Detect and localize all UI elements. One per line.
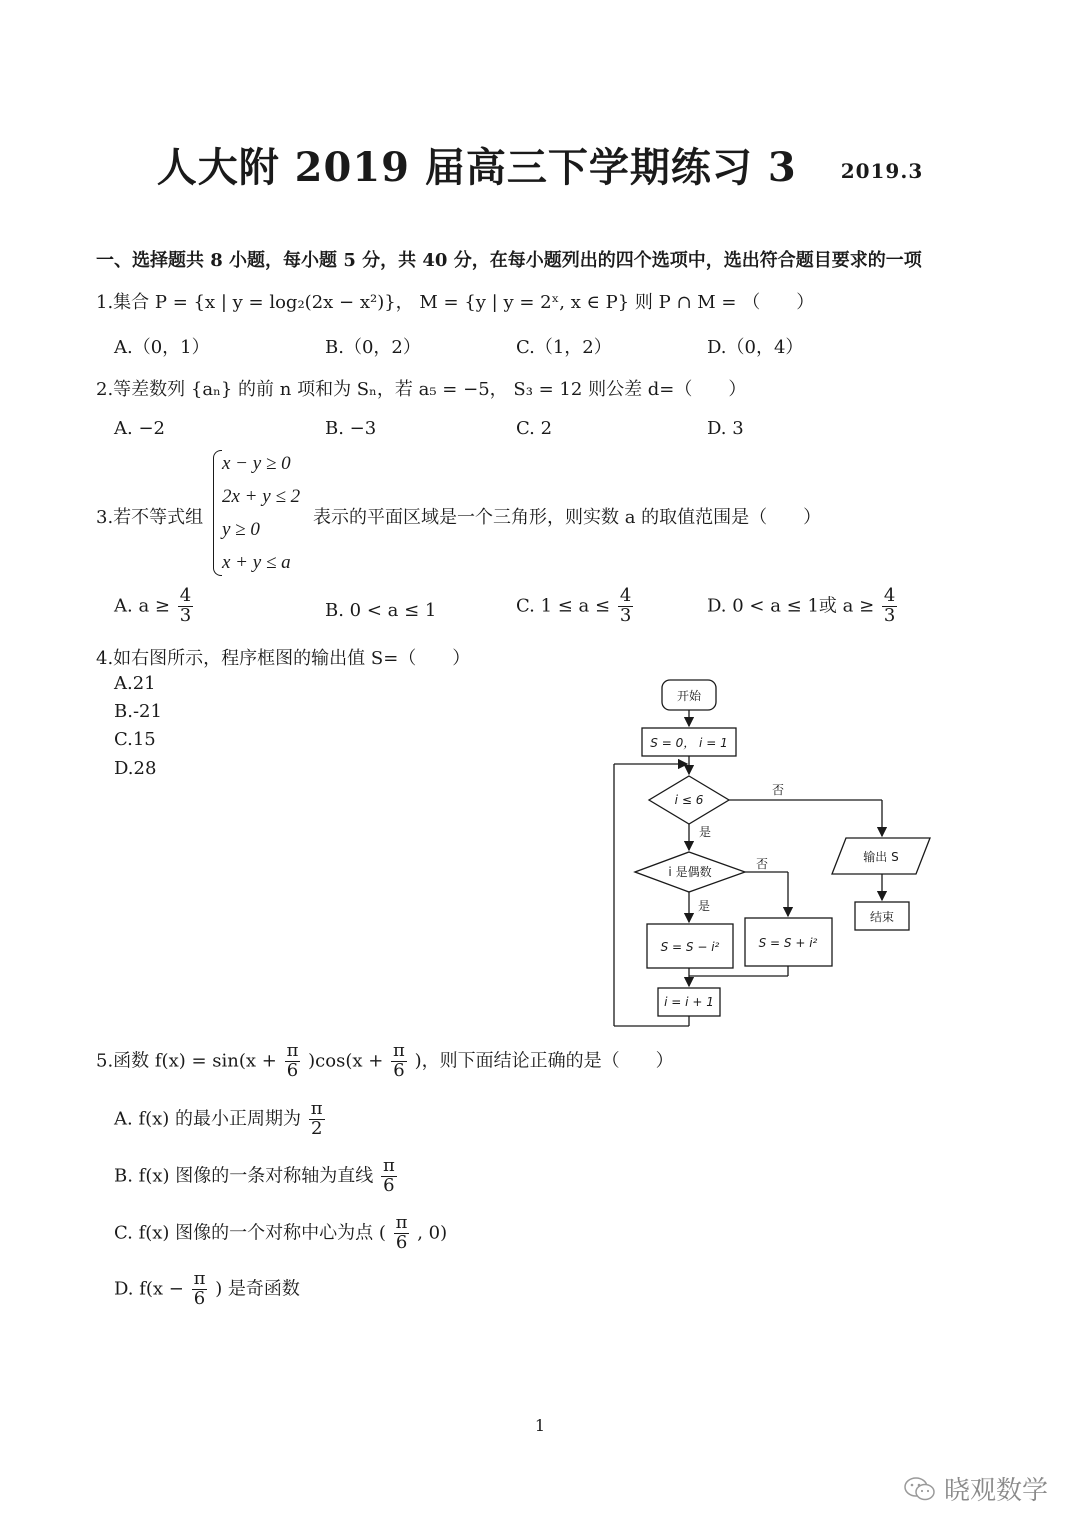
title-date: 2019.3 [840,159,924,183]
question-3-option-d: D. 0 < a ≤ 1或 a ≥ $\frac{4}{3}$ [707,585,896,626]
page-title [0,136,1080,193]
title-text: 人大附 2019 届高三下学期练习 3 [156,144,797,191]
flowchart-cond2-label: i 是偶数 [668,865,712,879]
flowchart-yes1-label: 是 [699,825,712,839]
watermark-text: 晓观数学 [943,1476,1048,1506]
question-4-stem: 4.如右图所示，程序框图的输出值 S=（ ） [96,648,471,669]
question-2-option-d: D. 3 [707,418,744,439]
question-4-option-b: B.-21 [114,701,162,722]
wechat-icon [904,1476,936,1502]
question-1-option-b: B.（0，2） [325,337,421,358]
question-5-option-a: A. f(x) 的最小正周期为 $\frac{\pi}{2}$ [114,1098,323,1139]
inequality-4: x + y ≤ a [222,552,291,573]
question-5-option-b: B. f(x) 图像的一条对称轴为直线 $\frac{\pi}{6}$ [114,1155,395,1196]
question-1-option-c: C.（1，2） [516,337,612,358]
page-number: 1 [534,1416,546,1435]
flowchart-cond1-label: i ≤ 6 [674,793,704,807]
watermark [904,1470,1048,1507]
question-5-option-c: C. f(x) 图像的一个对称中心为点 ( $\frac{\pi}{6}$ , 0) [114,1212,448,1253]
question-2-option-c: C. 2 [516,418,553,439]
question-1-option-a: A.（0，1） [114,337,210,358]
flowchart-start-label: 开始 [676,689,702,703]
flowchart-end-label: 结束 [869,910,895,924]
system-brace [213,450,222,576]
question-4-option-a: A.21 [114,673,156,694]
question-3-option-a: A. a ≥ $\frac{4}{3}$ [114,585,192,626]
program-flowchart [600,670,950,1035]
question-1-stem: 1.集合 P = {x | y = log₂(2x − x²)}， M = {y | y = 2ˣ, x ∈ P} 则 P ∩ M = （ ） [96,292,815,313]
inequality-2: 2x + y ≤ 2 [222,486,301,507]
flowchart-no2-label: 否 [755,857,769,871]
flowchart-no1-label: 否 [771,783,785,797]
flowchart-assign-odd-label: S = S + i² [758,936,818,950]
question-2-option-a: A. −2 [114,418,165,439]
flowchart-increment-label: i = i + 1 [664,995,714,1009]
question-5-option-d: D. f(x − $\frac{\pi}{6}$ ) 是奇函数 [114,1268,300,1309]
section-heading: 一、选择题共 8 小题，每小题 5 分，共 40 分，在每小题列出的四个选项中，选出符合题目要求的一项 [96,250,922,271]
flowchart-assign-even-label: S = S − i² [660,940,720,954]
flowchart-output-label: 输出 S [863,850,899,864]
question-3-suffix: 表示的平面区域是一个三角形，则实数 a 的取值范围是（ ） [313,507,822,528]
question-4-option-c: C.15 [114,729,156,750]
inequality-1: x − y ≥ 0 [222,453,291,474]
question-2-stem: 2.等差数列 {aₙ} 的前 n 项和为 Sₙ，若 a₅ = −5， S₃ = 12 则公差 d=（ ） [96,379,747,400]
question-1-option-d: D.（0，4） [707,337,804,358]
flowchart-yes2-label: 是 [698,899,711,913]
question-3-option-c: C. 1 ≤ a ≤ $\frac{4}{3}$ [516,585,632,626]
inequality-3: y ≥ 0 [222,519,260,540]
question-4-option-d: D.28 [114,758,157,779]
question-5-stem: 5.函数 f(x) = sin(x + $\frac{\pi}{6}$ )cos(x + $\frac{\pi}{6}$ )，则下面结论正确的是（ ） [96,1040,674,1081]
question-2-option-b: B. −3 [325,418,377,439]
question-3-option-b: B. 0 < a ≤ 1 [325,600,437,621]
flowchart-init-label: S = 0， i = 1 [650,736,728,750]
question-3-prefix: 3.若不等式组 [96,507,204,528]
inequality-system [222,447,300,579]
